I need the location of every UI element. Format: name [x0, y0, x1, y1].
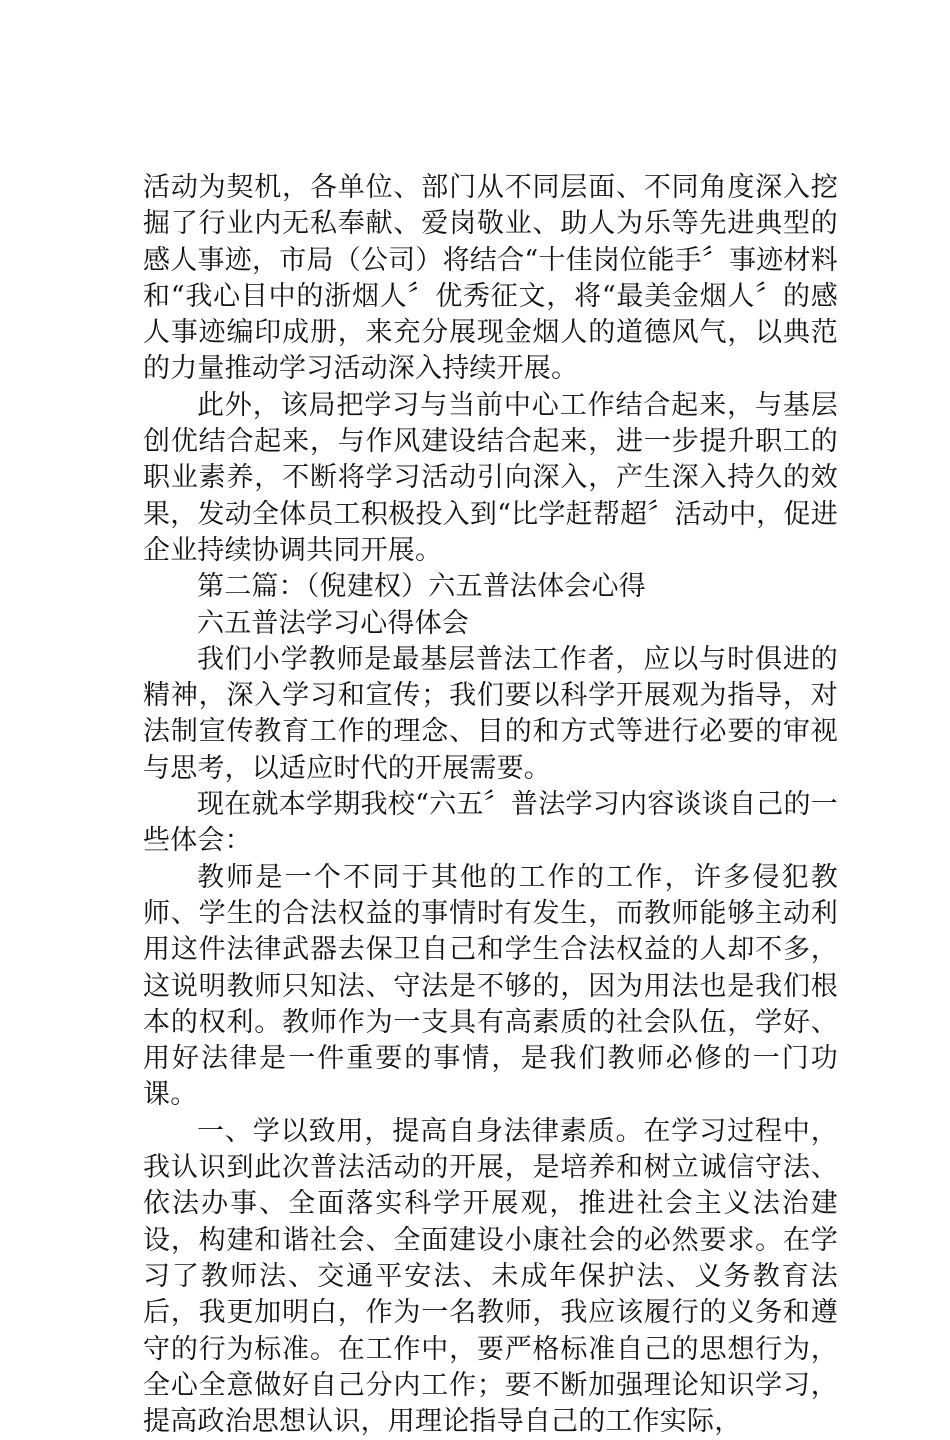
paragraph-body: 一、学以致用，提高自身法律素质。在学习过程中，我认识到此次普法活动的开展，是培养和树立诚信守法、依法办事、全面落实科学开展观，推进社会主义法治建设，构建和谐社会、全面建设小康社会的必然要求。在学习了教师法、交通平安法、未成年保护法、义务教育法后，我更加明白，作为一名教师，我应该履行的义务和遵守的行为标准。在工作中，要严格标准自己的思想行为，全心全意做好自己分内工作；要不断加强理论知识学习，提高政治思想认识，用理论指导自己的工作实际， [143, 1115, 838, 1438]
paragraph-continuation: 活动为契机，各单位、部门从不同层面、不同角度深入挖掘了行业内无私奉献、爱岗敬业、助人为乐等先进典型的感人事迹，市局（公司）将结合“十佳岗位能手〞事迹材料和“我心目中的浙烟人〞优秀征文，将“最美金烟人〞的感人事迹编印成册，来充分展现金烟人的道德风气，以典范的力量推动学习活动深入持续开展。 [143, 172, 838, 385]
paragraph-body: 现在就本学期我校“六五〞普法学习内容谈谈自己的一些体会： [143, 789, 838, 857]
paragraph-body: 此外，该局把学习与当前中心工作结合起来，与基层创优结合起来，与作风建设结合起来，进一步提升职工的职业素养，不断将学习活动引向深入，产生深入持久的效果，发动全体员工积极投入到“比学赶帮超〞活动中，促进企业持续协调共同开展。 [143, 389, 838, 566]
document-body [143, 170, 838, 1440]
article-title: 六五普法学习心得体会 [197, 607, 469, 639]
section-title: 第二篇：（倪建权）六五普法体会心得 [197, 571, 646, 603]
paragraph-body: 我们小学教师是最基层普法工作者，应以与时俱进的精神，深入学习和宣传；我们要以科学开展观为指导，对法制宣传教育工作的理念、目的和方式等进行必要的审视与思考，以适应时代的开展需要。 [143, 643, 838, 784]
paragraph-body: 教师是一个不同于其他的工作的工作，许多侵犯教师、学生的合法权益的事情时有发生，而教师能够主动利用这件法律武器去保卫自己和学生合法权益的人却不多，这说明教师只知法、守法是不够的，因为用法也是我们根本的权利。教师作为一支具有高素质的社会队伍，学好、用好法律是一件重要的事情，是我们教师必修的一门功课。 [143, 861, 838, 1111]
